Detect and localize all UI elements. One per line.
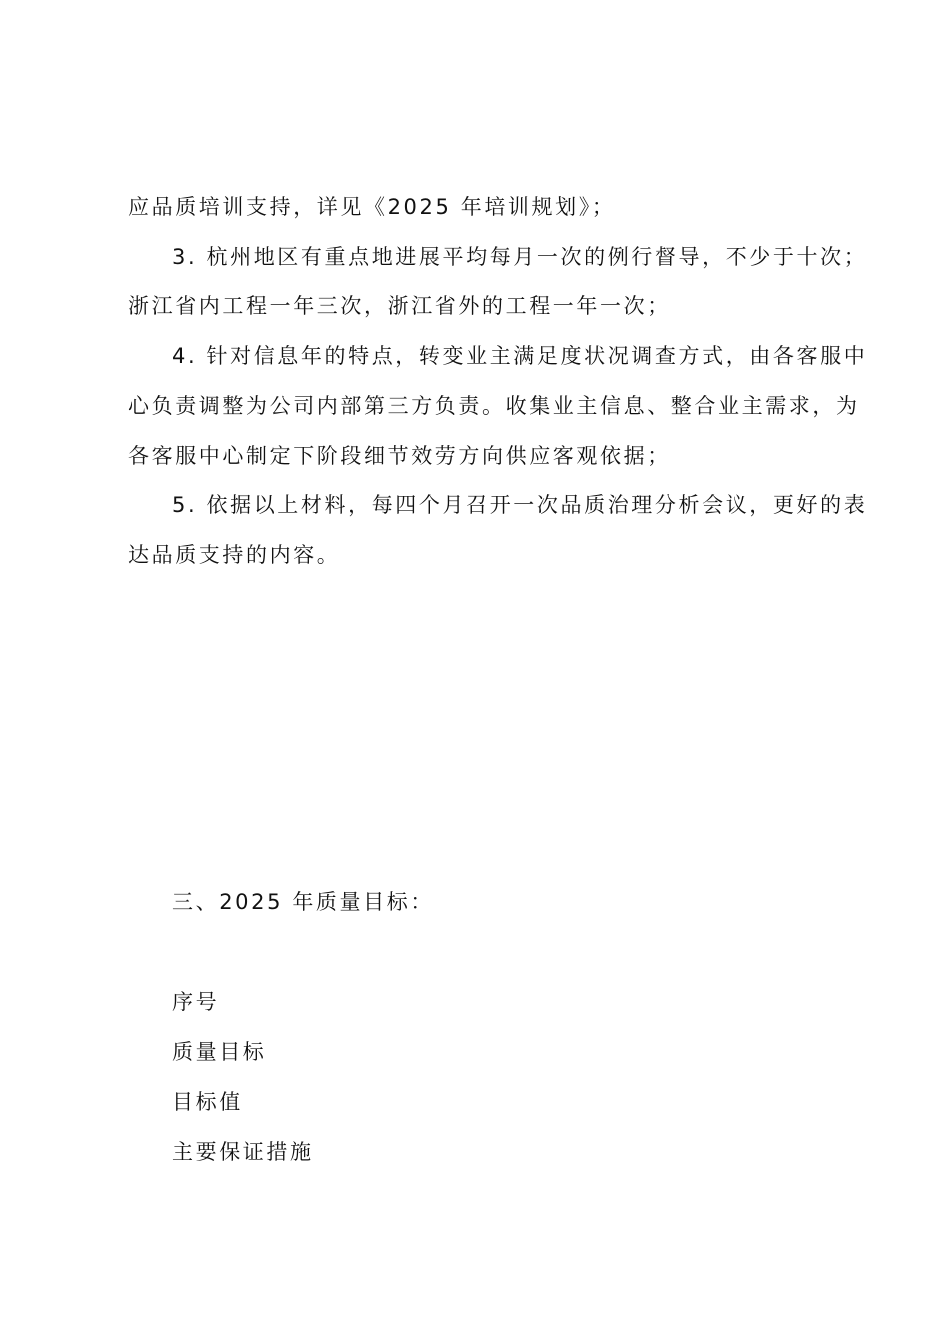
list-item-5-line-1: 5. 依据以上材料，每四个月召开一次品质治理分析会议，更好的表 xyxy=(172,493,868,517)
list-item-4-line-2: 心负责调整为公司内部第三方负责。收集业主信息、整合业主需求，为 xyxy=(128,394,860,418)
table-header-quality-goal: 质量目标 xyxy=(172,1040,267,1064)
table-header-main-measures: 主要保证措施 xyxy=(172,1140,314,1164)
list-item-4-line-1: 4. 针对信息年的特点，转变业主满足度状况调查方式，由各客服中 xyxy=(172,344,868,368)
table-header-target-value: 目标值 xyxy=(172,1090,243,1114)
paragraph-continuation-line: 应品质培训支持，详见《2025 年培训规划》； xyxy=(128,195,616,219)
list-item-3-line-1: 3. 杭州地区有重点地进展平均每月一次的例行督导，不少于十次； xyxy=(172,245,868,269)
list-item-3-line-2: 浙江省内工程一年三次，浙江省外的工程一年一次； xyxy=(128,294,671,318)
list-item-4-line-3: 各客服中心制定下阶段细节效劳方向供应客观依据； xyxy=(128,444,671,468)
table-header-index: 序号 xyxy=(172,990,220,1014)
section-heading: 三、2025 年质量目标： xyxy=(172,890,434,914)
list-item-5-line-2: 达品质支持的内容。 xyxy=(128,543,341,567)
